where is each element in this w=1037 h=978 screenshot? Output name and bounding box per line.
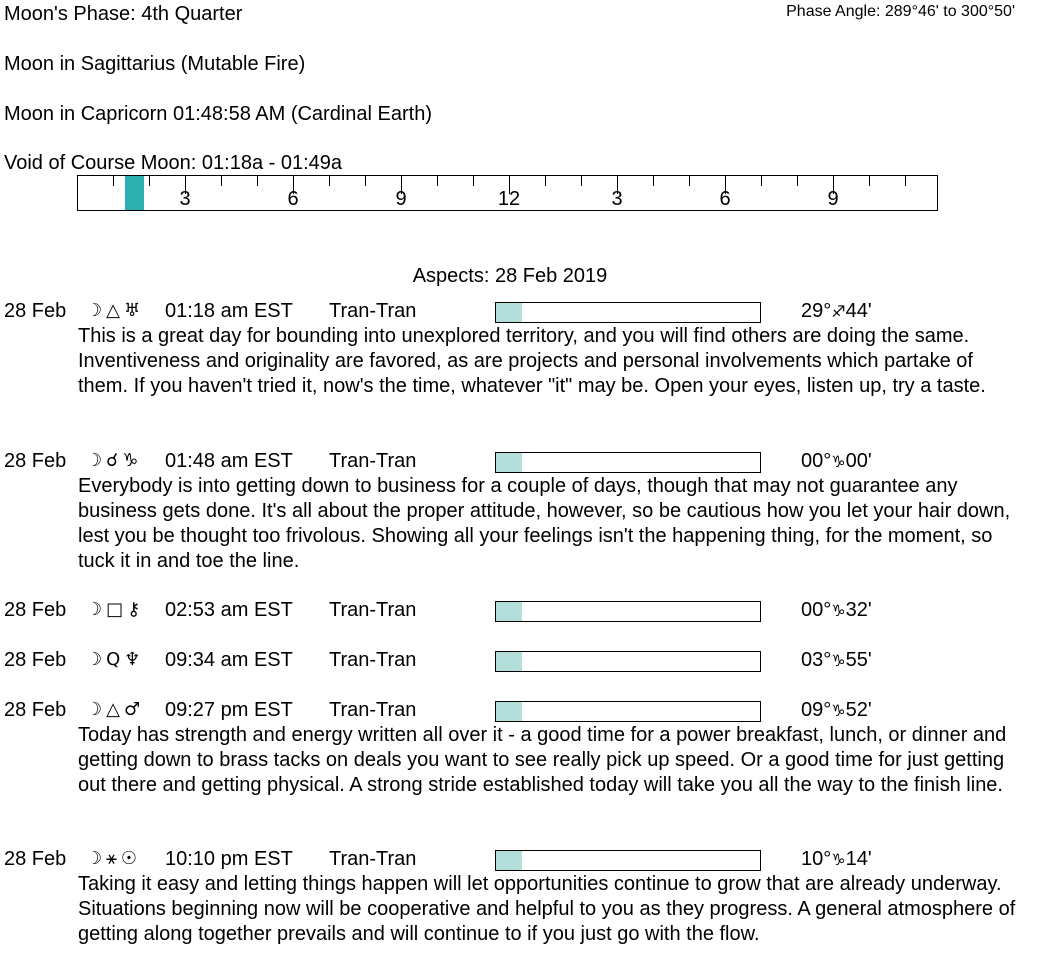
aspect-type: Tran-Tran <box>329 848 417 870</box>
timeline-tick <box>545 176 546 186</box>
aspect-time: 01:18 am EST <box>165 300 293 322</box>
aspect-time: 02:53 am EST <box>165 599 293 621</box>
aspect-type: Tran-Tran <box>329 649 417 671</box>
aspect-strength-bar <box>495 452 761 473</box>
aspect-date: 28 Feb <box>4 450 67 472</box>
timeline-hour-label: 9 <box>827 188 839 210</box>
aspect-header <box>0 450 1037 474</box>
moon-sign-sagittarius: Moon in Sagittarius (Mutable Fire) <box>4 53 306 75</box>
zodiac-sign-icon: ♑ <box>831 651 846 670</box>
aspect-strength-fill <box>496 652 522 671</box>
timeline-tick <box>869 176 870 186</box>
aspect-date: 28 Feb <box>4 649 67 671</box>
aspect-strength-bar <box>495 701 761 722</box>
aspect-date: 28 Feb <box>4 300 67 322</box>
aspect-strength-fill <box>496 453 522 472</box>
aspect-strength-bar <box>495 850 761 871</box>
timeline-tick <box>761 176 762 186</box>
timeline-tick <box>329 176 330 186</box>
zodiac-sign-icon: ♑ <box>831 850 846 869</box>
timeline-tick <box>581 176 582 186</box>
aspect-entry <box>0 649 1037 673</box>
aspect-glyphs-icon: ☽□⚷ <box>86 599 145 620</box>
aspect-header <box>0 848 1037 872</box>
zodiac-sign-icon: ♑ <box>831 601 846 620</box>
timeline-hour-label: 12 <box>497 188 521 210</box>
aspect-date: 28 Feb <box>4 599 67 621</box>
aspect-time: 10:10 pm EST <box>165 848 293 870</box>
aspect-time: 01:48 am EST <box>165 450 293 472</box>
aspect-entry <box>0 450 1037 574</box>
aspect-minutes: 44' <box>845 300 872 322</box>
aspect-strength-bar <box>495 651 761 672</box>
aspect-glyphs-icon: ☽⚹☉ <box>86 848 142 869</box>
aspect-minutes: 00' <box>845 450 872 472</box>
timeline-tick <box>797 176 798 186</box>
aspect-minutes: 32' <box>845 599 872 621</box>
aspect-entry <box>0 599 1037 623</box>
zodiac-sign-icon: ♑ <box>831 452 846 471</box>
aspect-glyphs-icon: ☽Q♆ <box>86 649 145 670</box>
aspect-type: Tran-Tran <box>329 450 417 472</box>
aspect-strength-bar <box>495 601 761 622</box>
aspect-strength-bar <box>495 302 761 323</box>
timeline-hour-label: 6 <box>287 188 299 210</box>
aspect-type: Tran-Tran <box>329 300 417 322</box>
aspect-interpretation: This is a great day for bounding into unexplored territory, and you will find others are doing the same. Inventiveness and originality are favored, as are projects and personal involvements which partake of them. If you haven't tried it, now's the time, whatever "it" may be. Open your eyes, listen up, try a taste. <box>78 325 986 397</box>
void-of-course: Void of Course Moon: 01:18a - 01:49a <box>4 152 343 174</box>
timeline-hour-label: 9 <box>395 188 407 210</box>
aspect-minutes: 14' <box>845 848 872 870</box>
aspect-position <box>801 848 872 871</box>
aspect-degree: 10° <box>801 848 832 870</box>
aspect-degree: 03° <box>801 649 832 671</box>
aspect-strength-fill <box>496 851 522 870</box>
aspect-header <box>0 300 1037 324</box>
aspect-interpretation: Taking it easy and letting things happen will let opportunities continue to grow that are already underway. Situations beginning now will be cooperative and helpful to you as they progress. A general atmosphere of getting along together prevails and will continue to if you just go with the flow. <box>78 873 1016 945</box>
timeline-tick <box>473 176 474 186</box>
timeline-tick <box>113 176 114 186</box>
aspect-header <box>0 699 1037 723</box>
aspect-degree: 09° <box>801 699 832 721</box>
phase-angle: Phase Angle: 289°46' to 300°50' <box>786 3 1015 20</box>
timeline-hour-label: 6 <box>719 188 731 210</box>
void-of-course-bar <box>125 176 144 210</box>
aspect-strength-fill <box>496 602 522 621</box>
aspect-interpretation: Everybody is into getting down to business for a couple of days, though that may not guarantee any business gets done. It's all about the proper attitude, however, so be cautious how you let your hair down, lest you be thought too frivolous. Showing all your feelings isn't the happening thing, for the moment, so tuck it in and toe the line. <box>78 475 1011 572</box>
zodiac-sign-icon: ♑ <box>831 701 846 720</box>
timeline-tick <box>149 176 150 186</box>
aspect-type: Tran-Tran <box>329 699 417 721</box>
aspect-strength-fill <box>496 702 522 721</box>
aspect-minutes: 52' <box>845 699 872 721</box>
timeline-tick <box>905 176 906 186</box>
aspect-degree: 00° <box>801 599 832 621</box>
aspect-degree: 29° <box>801 300 832 322</box>
aspect-time: 09:27 pm EST <box>165 699 293 721</box>
aspect-header <box>0 599 1037 623</box>
aspect-type: Tran-Tran <box>329 599 417 621</box>
timeline-hour-label: 3 <box>179 188 191 210</box>
aspect-minutes: 55' <box>845 649 872 671</box>
timeline-tick <box>653 176 654 186</box>
timeline-tick <box>257 176 258 186</box>
aspect-entry <box>0 300 1037 399</box>
aspect-position <box>801 699 872 722</box>
aspect-glyphs-icon: ☽☌♑ <box>86 450 143 471</box>
aspect-entry <box>0 848 1037 947</box>
zodiac-sign-icon: ♐ <box>831 302 846 321</box>
timeline-hour-label: 3 <box>611 188 623 210</box>
aspects-title: Aspects: 28 Feb 2019 <box>412 265 608 287</box>
aspect-glyphs-icon: ☽△♅ <box>86 300 145 321</box>
void-of-course-timeline <box>77 175 938 211</box>
moon-sign-capricorn: Moon in Capricorn 01:48:58 AM (Cardinal Earth) <box>4 103 432 125</box>
timeline-tick <box>365 176 366 186</box>
aspect-date: 28 Feb <box>4 699 67 721</box>
aspect-position <box>801 450 872 473</box>
aspect-position <box>801 300 872 323</box>
aspect-interpretation: Today has strength and energy written all over it - a good time for a power breakfast, lunch, or dinner and getting down to brass tacks on deals you want to see really pick up speed. Or a good time for just getting out there and getting physical. A strong stride established today will take you all the way to the finish line. <box>78 724 1007 796</box>
aspect-date: 28 Feb <box>4 848 67 870</box>
moon-phase: Moon's Phase: 4th Quarter <box>4 3 243 25</box>
aspect-header <box>0 649 1037 673</box>
aspect-position <box>801 599 872 622</box>
aspect-glyphs-icon: ☽△♂ <box>86 699 145 720</box>
aspect-entry <box>0 699 1037 798</box>
aspect-time: 09:34 am EST <box>165 649 293 671</box>
timeline-tick <box>221 176 222 186</box>
aspect-position <box>801 649 872 672</box>
aspect-strength-fill <box>496 303 522 322</box>
timeline-tick <box>689 176 690 186</box>
timeline-tick <box>437 176 438 186</box>
aspect-degree: 00° <box>801 450 832 472</box>
